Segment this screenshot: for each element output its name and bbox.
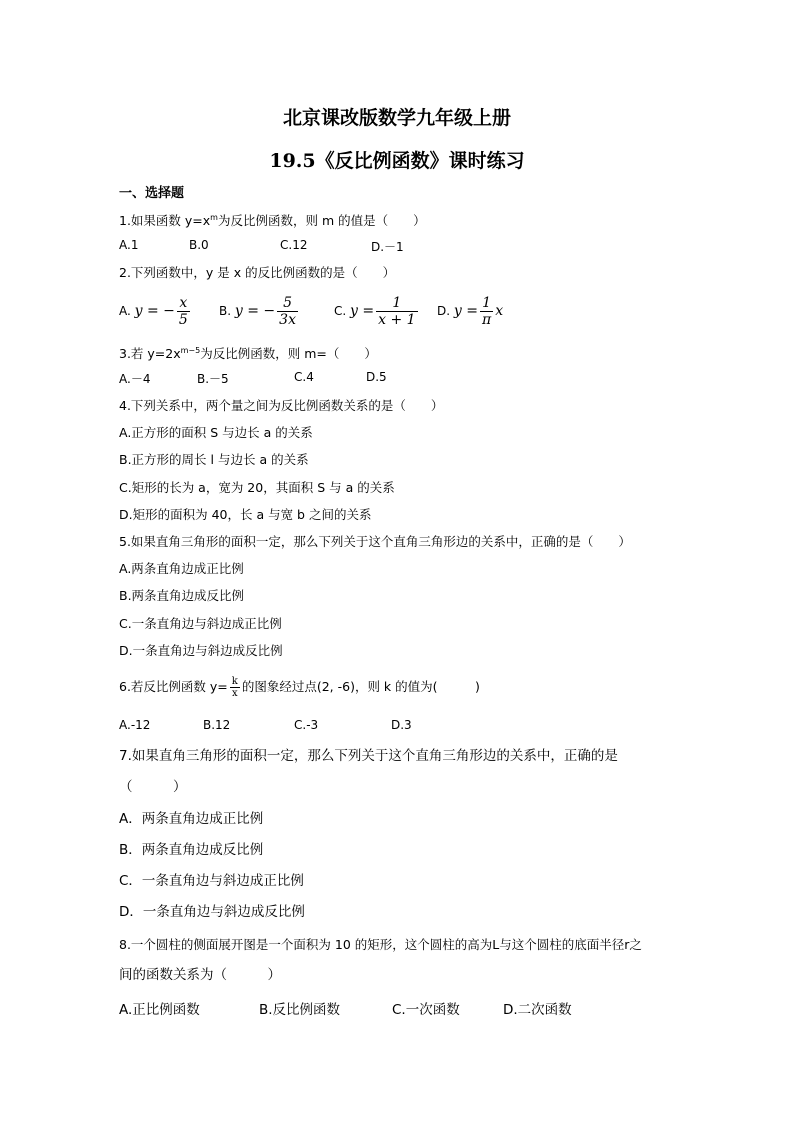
fraction: $\frac{k}{x}$ xyxy=(231,676,238,699)
option-b[interactable]: B. y = − $\frac{5}{3x}$ xyxy=(219,294,296,328)
option-c[interactable]: C.矩形的长为 a，宽为 20，其面积 S 与 a 的关系 xyxy=(119,480,395,495)
option-a[interactable]: A.1 xyxy=(119,238,139,252)
option-a[interactable]: A．两条直角边成正比例 xyxy=(119,811,264,827)
question-7: 7.如果直角三角形的面积一定，那么下列关于这个直角三角形边的关系中，正确的是 xyxy=(119,748,618,764)
question-3: 3.若 $y=2x^{m-5}$为反比例函数，则 m=（ ） xyxy=(119,346,377,361)
option-b[interactable]: B．两条直角边成反比例 xyxy=(119,842,264,858)
option-a[interactable]: A.－4 xyxy=(119,372,151,386)
option-a[interactable]: A.-12 xyxy=(119,718,151,732)
option-b[interactable]: B.－5 xyxy=(197,372,229,386)
option-a[interactable]: A.正比例函数 xyxy=(119,1002,200,1018)
option-c[interactable]: C.4 xyxy=(294,370,314,384)
option-c[interactable]: C.12 xyxy=(280,238,308,252)
option-c[interactable]: C.一条直角边与斜边成正比例 xyxy=(119,616,282,631)
section-heading: 一、选择题 xyxy=(119,186,185,201)
option-c[interactable]: C. y = $\frac{1}{x + 1}$ xyxy=(334,294,416,328)
question-1: 1.如果函数 $y=x^m$为反比例函数，则 m 的值是（ ） xyxy=(119,213,426,228)
option-b[interactable]: B.两条直角边成反比例 xyxy=(119,588,245,603)
option-a[interactable]: A.正方形的面积 S 与边长 a 的关系 xyxy=(119,425,313,440)
question-4: 4.下列关系中，两个量之间为反比例函数关系的是（ ） xyxy=(119,398,444,413)
option-d[interactable]: D.二次函数 xyxy=(503,1002,572,1018)
question-6: 6.若反比例函数 y= $\frac{k}{x}$ 的图象经过点(2, -6)，则 k 的值为( ) xyxy=(119,676,480,699)
option-a[interactable]: A. y = − $\frac{x}{5}$ xyxy=(119,294,188,328)
fraction: $\frac{1}{\pi}$ xyxy=(481,294,492,328)
option-d[interactable]: D.矩形的面积为 40，长 a 与宽 b 之间的关系 xyxy=(119,507,372,522)
question-2: 2.下列函数中，y 是 x 的反比例函数的是（ ） xyxy=(119,265,396,280)
option-d[interactable]: D.一条直角边与斜边成反比例 xyxy=(119,643,283,658)
option-b[interactable]: B.反比例函数 xyxy=(259,1002,341,1018)
option-d[interactable]: D.－1 xyxy=(371,240,404,254)
option-c[interactable]: C．一条直角边与斜边成正比例 xyxy=(119,873,304,889)
question-8-line-2: 间的函数关系为（ ） xyxy=(119,967,281,983)
option-a[interactable]: A.两条直角边成正比例 xyxy=(119,561,244,576)
option-c[interactable]: C.-3 xyxy=(294,718,319,732)
option-d[interactable]: D．一条直角边与斜边成反比例 xyxy=(119,904,305,920)
page-title: 北京课改版数学九年级上册 xyxy=(282,107,511,129)
fraction: $\frac{1}{x + 1}$ xyxy=(378,294,416,328)
page-subtitle: 19.5《反比例函数》课时练习 xyxy=(269,150,525,172)
fraction: $\frac{x}{5}$ xyxy=(178,294,188,328)
fraction: $\frac{5}{3x}$ xyxy=(279,294,296,328)
option-d[interactable]: D. y = $\frac{1}{\pi}$ x xyxy=(437,294,504,328)
option-d[interactable]: D.3 xyxy=(391,718,412,732)
option-d[interactable]: D.5 xyxy=(366,370,387,384)
option-b[interactable]: B.0 xyxy=(189,238,209,252)
option-b[interactable]: B.12 xyxy=(203,718,231,732)
question-7-paren: （ ） xyxy=(119,779,187,795)
question-8: 8.一个圆柱的侧面展开图是一个面积为 10 的矩形，这个圆柱的高为L与这个圆柱的底面半径r之 xyxy=(119,937,642,952)
option-c[interactable]: C.一次函数 xyxy=(392,1002,460,1018)
option-b[interactable]: B.正方形的周长 l 与边长 a 的关系 xyxy=(119,452,309,467)
question-5: 5.如果直角三角形的面积一定，那么下列关于这个直角三角形边的关系中，正确的是（ ） xyxy=(119,534,631,549)
